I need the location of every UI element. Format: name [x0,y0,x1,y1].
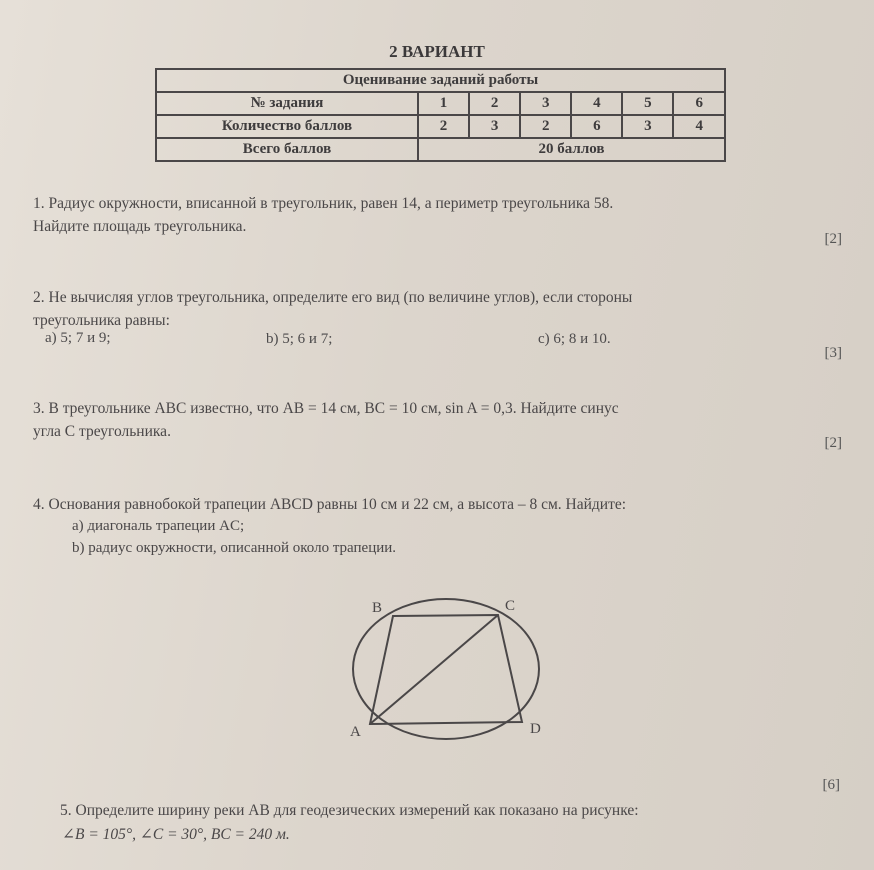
task-1-score: [2] [824,231,842,247]
trapezoid-abcd [370,615,522,724]
vertex-label-a: A [350,724,361,740]
task-number: 4 [571,92,622,115]
task-points: 6 [571,115,622,138]
task-points: 2 [418,115,469,138]
table-row-tasks [156,92,725,115]
task-1-line-1: 1. Радиус окружности, вписанной в треугольник, равен 14, а периметр треугольника 58. [33,195,614,212]
task-2-option-b: b) 5; 6 и 7; [266,331,333,347]
task-4-part-a: a) диагональ трапеции AC; [72,518,245,534]
task-5-line-1: 5. Определите ширину реки AB для геодезических измерений как показано на рисунке: [60,802,639,819]
task-2-line-2: треугольника равны: [33,312,170,329]
task-points: 3 [622,115,673,138]
table-row-points [156,115,725,138]
row-label-points: Количество баллов [156,115,418,138]
task-points: 3 [469,115,520,138]
task-5-line-2: ∠B = 105°, ∠C = 30°, BC = 240 м. [62,826,290,843]
task-1-line-2: Найдите площадь треугольника. [33,218,247,235]
task-number: 5 [622,92,673,115]
table-header-row [156,69,725,92]
task-points: 2 [520,115,571,138]
row-label-tasks: № задания [156,92,418,115]
task-2-score: [3] [824,345,842,361]
variant-title: 2 ВАРИАНТ [389,42,485,61]
table-row-total [156,138,725,161]
task-3-line-2: угла C треугольника. [33,423,171,440]
task-2-line-1: 2. Не вычисляя углов треугольника, определите его вид (по величине углов), если стороны [33,289,633,306]
vertex-label-c: C [505,598,516,614]
task-number: 6 [673,92,725,115]
row-label-total: Всего баллов [156,138,418,161]
task-4-score: [6] [822,777,840,793]
grading-table [155,68,726,162]
task-3-line-1: 3. В треугольнике ABC известно, что AB = 14 см, BC = 10 см, sin A = 0,3. Найдите синус [33,400,619,417]
vertex-label-d: D [530,721,541,737]
task-2-option-a: a) 5; 7 и 9; [45,330,111,346]
trapezoid-in-circle-figure [340,588,560,748]
task-points: 4 [673,115,725,138]
task-number: 1 [418,92,469,115]
task-number: 2 [469,92,520,115]
total-points: 20 баллов [418,138,725,161]
task-number: 3 [520,92,571,115]
task-3-score: [2] [824,435,842,451]
task-4-part-b: b) радиус окружности, описанной около трапеции. [72,540,397,556]
task-2-option-c: c) 6; 8 и 10. [538,331,611,347]
table-header: Оценивание заданий работы [156,69,725,92]
vertex-label-b: B [372,600,383,616]
task-4-line-1: 4. Основания равнобокой трапеции ABCD равны 10 см и 22 см, а высота – 8 см. Найдите: [33,496,627,513]
